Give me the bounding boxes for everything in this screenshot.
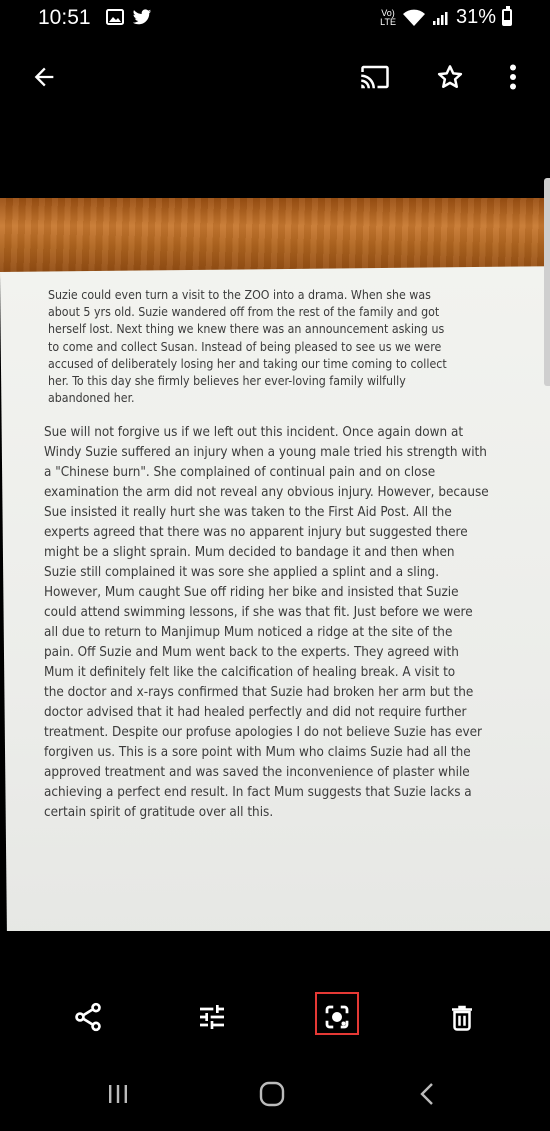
cast-button[interactable] [353,55,397,99]
arrow-left-icon [30,63,58,91]
text-line: treatment. Despite our profuse apologies I do not believe Suzie has ever [44,725,482,741]
status-bar [0,0,550,40]
text-line: certain spirit of gratitude over all this. [44,805,274,821]
more-vert-icon [509,64,517,90]
notification-icons [106,9,152,26]
back-button[interactable] [22,55,66,99]
battery-percent: 31% [455,6,496,28]
delete-icon [447,1001,477,1033]
delete-button[interactable] [440,995,484,1039]
volte-indicator [380,9,396,27]
navigation-bar [0,1060,550,1131]
cast-icon [358,62,392,92]
text-line: all due to return to Manjimup Mum noticed a ridge at the site of the [44,625,453,641]
share-icon [72,1001,104,1033]
text-line: forgiven us. This is a sore point with Mum who claims Suzie had all the [44,745,471,761]
text-line: approved treatment and was saved the inconvenience of plaster while [44,765,470,781]
volte-top-label: Vo) [381,7,395,18]
document-photo[interactable] [0,198,550,931]
text-line: herself lost. Next thing we knew there was an announcement asking us [48,322,445,337]
text-line: examination the arm did not reveal any obvious injury. However, because [44,485,489,501]
recents-icon [107,1083,129,1105]
star-icon [435,62,465,92]
text-line: Mum it definitely felt like the calcification of healing break. A visit to [44,665,456,681]
text-line: abandoned her. [48,391,135,406]
text-line: Suzie still complained it was sore she applied a splint and a sling. [44,565,440,581]
text-line: could attend swimming lessons, if she was that fit. Just before we were [44,605,473,621]
text-line: about 5 yrs old. Suzie wandered off from the rest of the family and got [48,305,440,320]
text-line: achieving a perfect end result. In fact Mum suggests that Suzie lacks a [44,785,472,801]
text-line: However, Mum caught Sue off riding her bike and insisted that Suzie [44,585,459,601]
text-line: pain. Off Suzie and Mum went back to the experts. They agreed with [44,645,459,661]
text-line: to come and collect Susan. Instead of being pleased to see us we were [48,339,442,354]
text-line: accused of deliberately losing her and taking our time coming to collect [48,356,447,371]
system-status-icons [380,6,512,29]
home-icon [259,1081,285,1107]
wifi-icon [402,9,426,27]
paragraph-injury [44,423,539,823]
lens-highlight-box [315,992,359,1035]
battery-fill [504,20,510,24]
system-back-button[interactable] [405,1074,449,1114]
document-text [44,287,539,823]
more-options-button[interactable] [496,55,530,99]
status-time: 10:51 [38,6,91,29]
text-line: her. To this day she firmly believes her ever-loving family wilfully [48,374,406,389]
edit-adjust-button[interactable] [190,995,234,1039]
favorite-button[interactable] [428,55,472,99]
twitter-icon [132,9,152,26]
battery-icon [502,9,512,26]
text-line: Suzie could even turn a visit to the ZOO into a drama. When she was [48,288,431,302]
text-line: Sue insisted it really hurt she was taken to the First Aid Post. All the [44,505,452,521]
recents-button[interactable] [96,1074,140,1114]
tune-icon [196,1001,228,1033]
bottom-toolbar [0,985,550,1049]
edge-panel-handle[interactable] [544,178,550,386]
top-app-bar [0,50,550,110]
text-line: doctor advised that it had healed perfectly and did not require further [44,705,467,721]
text-line: the doctor and x-rays confirmed that Suzie had broken her arm but the [44,685,474,701]
text-line: experts agreed that there was no apparent injury but suggested there [44,525,468,541]
share-button[interactable] [66,995,110,1039]
volte-bottom-label: LTE [380,16,396,27]
signal-icon [432,10,450,26]
text-line: Windy Suzie suffered an injury when a young male tried his strength with [44,445,487,461]
home-button[interactable] [250,1074,294,1114]
wooden-surface [0,198,550,278]
nav-back-icon [419,1082,435,1106]
paragraph-zoo [48,287,539,407]
image-icon [106,9,124,25]
text-line: Sue will not forgive us if we left out this incident. Once again down at [44,425,464,441]
text-line: might be a slight sprain. Mum decided to bandage it and then when [44,545,455,561]
text-line: a "Chinese burn". She complained of continual pain and on close [44,465,436,481]
